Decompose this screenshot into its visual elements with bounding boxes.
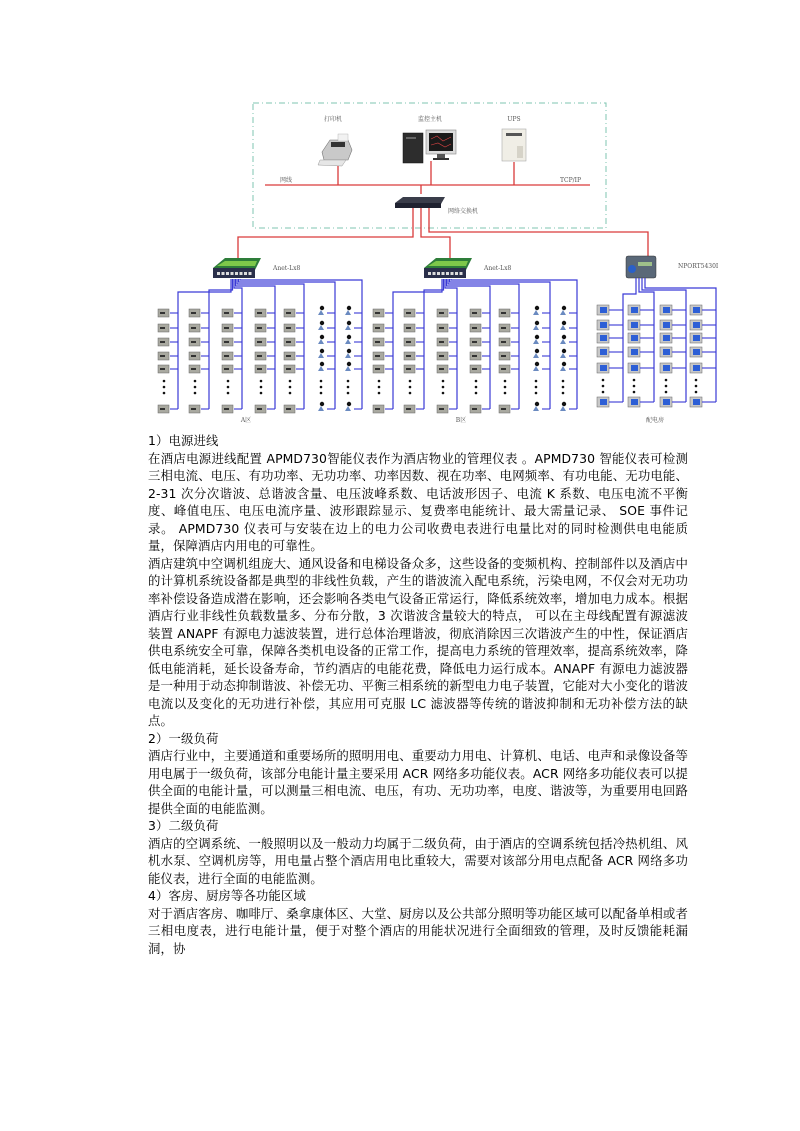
- continuation-dot: [227, 380, 230, 383]
- sensor-icon: [320, 335, 324, 339]
- continuation-dot: [409, 380, 412, 383]
- continuation-dot: [442, 392, 445, 395]
- system-architecture-diagram: [0, 0, 800, 430]
- bus-right-label: TCP/IP: [560, 177, 582, 184]
- sensor-icon: [320, 306, 324, 310]
- ups-label: UPS: [507, 116, 521, 123]
- continuation-dot: [260, 386, 263, 389]
- continuation-dot: [442, 386, 445, 389]
- sensor-icon: [347, 335, 351, 339]
- gateway-label: Anet-Lx8: [273, 265, 301, 272]
- sensor-icon: [347, 362, 351, 366]
- continuation-dot: [562, 392, 565, 395]
- section-heading: 2）一级负荷: [148, 730, 219, 746]
- continuation-dot: [347, 392, 350, 395]
- continuation-dot: [562, 380, 565, 383]
- sensor-icon: [320, 362, 324, 366]
- continuation-dot: [475, 380, 478, 383]
- continuation-dot: [409, 386, 412, 389]
- continuation-dot: [633, 385, 636, 388]
- sensor-icon: [320, 321, 324, 325]
- printer-icon: [318, 134, 352, 166]
- continuation-dot: [378, 392, 381, 395]
- sensor-icon: [347, 306, 351, 310]
- continuation-dot: [504, 392, 507, 395]
- section-paragraph: 酒店的空调系统、一般照明以及一般动力均属于二级负荷，由于酒店的空调系统包括冷热机组、风机水泵、空调机房等，用电量占整个酒店用电比重较大，需要对该部分用电点配备 ACR 网络多功能仪表，进行全面的电能监测。: [148, 835, 688, 886]
- switch-label: 网络交换机: [448, 208, 479, 215]
- continuation-dot: [535, 380, 538, 383]
- continuation-dot: [562, 386, 565, 389]
- continuation-dot: [194, 392, 197, 395]
- continuation-dot: [289, 386, 292, 389]
- continuation-dot: [504, 380, 507, 383]
- rs485-line: [393, 279, 442, 409]
- zone-label: 配电房: [645, 417, 665, 424]
- continuation-dot: [194, 386, 197, 389]
- continuation-dot: [665, 379, 668, 382]
- zone-label: B区: [455, 417, 467, 424]
- sensor-icon: [562, 306, 566, 310]
- continuation-dot: [475, 386, 478, 389]
- zone-label: A区: [240, 417, 252, 424]
- sensor-icon: [347, 402, 351, 406]
- section-heading: 4）客房、厨房等各功能区域: [148, 888, 306, 903]
- sensor-icon: [562, 402, 566, 406]
- sensor-icon: [347, 321, 351, 325]
- continuation-dot: [475, 392, 478, 395]
- continuation-dot: [320, 392, 323, 395]
- continuation-dot: [320, 386, 323, 389]
- gateway-label: Anet-Lx8: [484, 265, 512, 272]
- continuation-dot: [289, 392, 292, 395]
- sensor-icon: [535, 349, 539, 353]
- continuation-dot: [535, 392, 538, 395]
- continuation-dot: [535, 386, 538, 389]
- continuation-dot: [633, 379, 636, 382]
- ups-device: [502, 116, 526, 161]
- continuation-dot: [409, 392, 412, 395]
- ups-icon: [502, 129, 526, 161]
- continuation-dot: [347, 386, 350, 389]
- bus-left-label: 网线: [280, 177, 293, 184]
- sensor-icon: [535, 321, 539, 325]
- continuation-dot: [442, 380, 445, 383]
- printer-device: [318, 115, 352, 166]
- continuation-dot: [163, 392, 166, 395]
- continuation-dot: [320, 380, 323, 383]
- continuation-dot: [665, 385, 668, 388]
- printer-label: 打印机: [323, 116, 343, 123]
- section-paragraph: 在酒店电源进线配置 APMD730智能仪表作为酒店物业的管理仪表 。APMD730 智能仪表可检测三相电流、电压、有功功率、无功功率、功率因数、视在功率、电网频率、有功电能、无功电能、 2-31 次分次谐波、总谐波含量、电压波峰系数、电话波形因子、电流 K 系数、电压电流不平衡度、峰值电压、电压电流序量、波形跟踪显示、复费率电能统计、最大需量记录、 SOE 事件记录。 APMD730 仪表可与安装在边上的电力公司收费电表进行电量比对的同时检测供电电能质量，保障酒店内用电的可靠性。: [148, 450, 688, 553]
- continuation-dot: [602, 379, 605, 382]
- continuation-dot: [227, 386, 230, 389]
- sensor-icon: [562, 362, 566, 366]
- continuation-dot: [695, 385, 698, 388]
- continuation-dot: [260, 380, 263, 383]
- continuation-dot: [665, 391, 668, 394]
- rs485-line: [645, 278, 716, 402]
- sensor-icon: [535, 402, 539, 406]
- sensor-icon: [320, 349, 324, 353]
- continuation-dot: [163, 380, 166, 383]
- continuation-dot: [347, 380, 350, 383]
- section-paragraph: 对于酒店客房、咖啡厅、桑拿康体区、大堂、厨房以及公共部分照明等功能区域可以配备单相或者三相电度表，进行电能计量，便于对整个酒店的用能状况进行全面细致的管理，及时反馈能耗漏洞，协: [148, 905, 688, 956]
- document-body: [148, 432, 688, 957]
- continuation-dot: [602, 385, 605, 388]
- continuation-dot: [504, 386, 507, 389]
- continuation-dot: [633, 391, 636, 394]
- section-heading: 1）电源进线: [148, 433, 219, 448]
- continuation-dot: [227, 392, 230, 395]
- sensor-icon: [562, 349, 566, 353]
- continuation-dot: [260, 392, 263, 395]
- sensor-icon: [562, 335, 566, 339]
- network-switch-icon: [395, 197, 445, 208]
- section-heading: 3）二级负荷: [148, 818, 219, 833]
- sensor-icon: [535, 335, 539, 339]
- sensor-icon: [535, 362, 539, 366]
- computer-icon: [403, 130, 456, 163]
- continuation-dot: [695, 391, 698, 394]
- section-paragraph: 酒店行业中，主要通道和重要场所的照明用电、重要动力用电、计算机、电话、电声和录像设备等用电属于一级负荷，该部分电能计量主要采用 ACR 网络多功能仪表。ACR 网络多功能仪表可以提供全面的电能计量，可以测量三相电流、电压，有功、无功功率，电度、谐波等，为重要用电回路提供全面的电能监测。: [148, 748, 688, 816]
- gateway-label: NPORT5430I: [678, 263, 719, 270]
- section-paragraph: 酒店建筑中空调机组庞大、通风设备和电梯设备众多，这些设备的变频机构、控制部件以及酒店中的计算机系统设备都是典型的非线性负载，产生的谐波流入配电系统，污染电网，不仅会对无功功率补偿设备造成潜在影响，还会影响各类电气设备正常运行，降低系统效率，增加电力成本。根据酒店行业非线性负载数量多、分布分散，3 次谐波含量较大的特点， 可以在主母线配置有源滤波装置 ANAPF 有源电力滤波装置，进行总体治理谐波，彻底消除因三次谐波产生的中性，保证酒店供电系统安全可靠，保障各类机电设备的正常工作，提高电力系统的管理效率，提高系统效率，降低电能消耗，延长设备寿命，节约酒店的电能花费，降低电力运行成本。ANAPF 有源电力滤波器是一种用于动态抑制谐波、补偿无功、平衡三相系统的新型电力电子装置，它能对大小变化的谐波电流以及变化的无功进行补偿，其应用可克服 LC 滤波器等传统的谐波抑制和无功补偿方法的缺点。: [148, 555, 688, 728]
- rs485-line: [447, 279, 491, 409]
- sensor-icon: [320, 402, 324, 406]
- continuation-dot: [378, 380, 381, 383]
- continuation-dot: [163, 386, 166, 389]
- sensor-icon: [347, 349, 351, 353]
- continuation-dot: [194, 380, 197, 383]
- continuation-dot: [378, 386, 381, 389]
- monitoring-host-device: [403, 115, 456, 163]
- sensor-icon: [562, 321, 566, 325]
- sensor-icon: [535, 306, 539, 310]
- continuation-dot: [602, 391, 605, 394]
- continuation-dot: [289, 380, 292, 383]
- rs485-line: [639, 278, 654, 402]
- continuation-dot: [695, 379, 698, 382]
- rs485-line: [234, 279, 242, 409]
- monitoring-host-label: 监控主机: [417, 116, 443, 123]
